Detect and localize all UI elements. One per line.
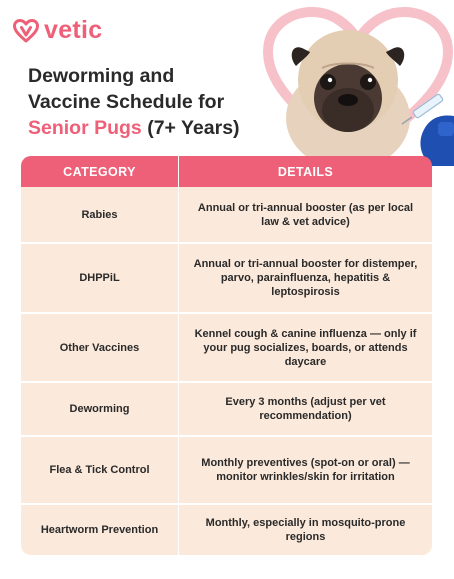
page-title — [28, 63, 298, 141]
category-cell: Flea & Tick Control — [21, 437, 179, 503]
table-body — [21, 187, 432, 555]
category-cell: Deworming — [21, 383, 179, 435]
title-line-1: Deworming and — [28, 65, 175, 87]
category-cell: Heartworm Prevention — [21, 505, 179, 555]
category-cell: Other Vaccines — [21, 314, 179, 381]
title-line-3 — [28, 115, 298, 141]
details-cell: Monthly, especially in mosquito-prone regions — [205, 517, 406, 543]
title-line-3-rest: (7+ Years) — [141, 117, 240, 139]
brand-name: vetic — [44, 16, 103, 44]
details-cell: Every 3 months (adjust per vet recommendation) — [225, 396, 386, 422]
details-cell: Annual or tri-annual booster (as per local law & vet advice) — [197, 201, 414, 228]
category-column-header: CATEGORY — [21, 156, 179, 187]
table-row — [21, 244, 432, 312]
title-highlight: Senior Pugs — [28, 117, 142, 139]
table-row — [21, 505, 432, 555]
schedule-table — [21, 156, 432, 555]
brand-logo[interactable] — [13, 18, 102, 43]
pug-icon — [286, 30, 410, 166]
heart-v-logo-icon — [13, 19, 39, 43]
category-cell: DHPPiL — [21, 244, 179, 312]
category-cell: Rabies — [21, 187, 179, 242]
title-line-2: Vaccine Schedule for — [28, 91, 225, 113]
details-column-header: DETAILS — [277, 164, 334, 179]
table-row — [21, 314, 432, 381]
details-cell: Kennel cough & canine influenza — only if your pug socializes, boards, or attends daycare — [194, 327, 417, 368]
details-cell: Annual or tri-annual booster for distemper, parvo, parainfluenza, hepatitis & leptospirosis — [193, 258, 418, 298]
table-row — [21, 437, 432, 503]
table-header — [21, 156, 432, 187]
table-row — [21, 187, 432, 242]
table-row — [21, 383, 432, 435]
details-cell: Monthly preventives (spot-on or oral) — monitor wrinkles/skin for irritation — [201, 457, 410, 483]
pug-with-syringe-illustration — [262, 6, 454, 166]
